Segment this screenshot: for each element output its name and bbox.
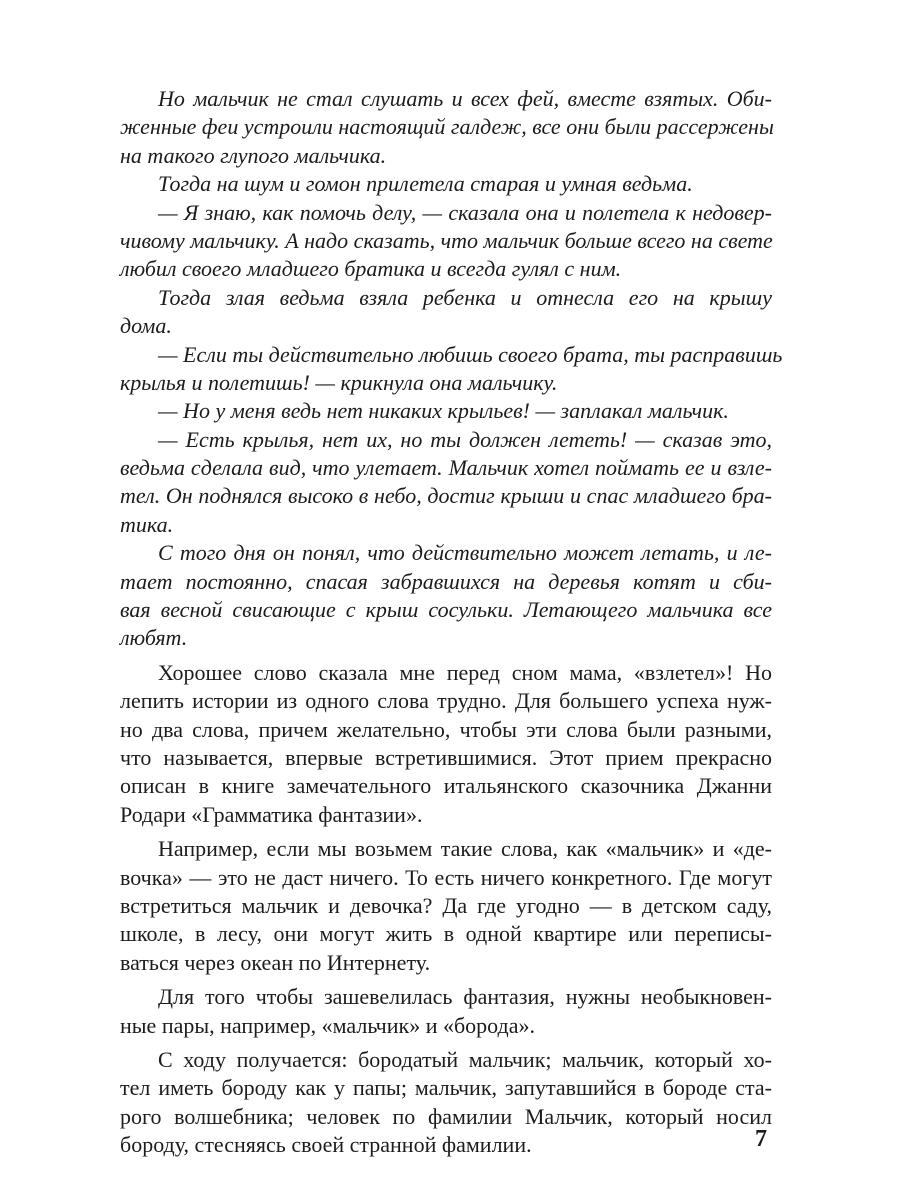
text-line: лепить истории из одного слова трудно. Для большего успеха нуж- <box>120 688 772 714</box>
text-line: Например, если мы возьмем такие слова, как «мальчик» и «де- <box>158 836 772 862</box>
text-line: С того дня он понял, что действительно может летать, и ле- <box>158 540 772 566</box>
text-line: ные пары, например, «мальчик» и «борода». <box>120 1012 536 1038</box>
text-line: Для того чтобы зашевелилась фантазия, нужны необыкновен- <box>158 984 772 1010</box>
text-line: Тогда на шум и гомон прилетела старая и умная ведьма. <box>158 171 693 197</box>
text-line: Но мальчик не стал слушать и всех фей, вместе взятых. Оби- <box>158 86 772 111</box>
text-line: вочка» — это не даст ничего. То есть ничего конкретного. Где могут <box>120 864 772 890</box>
text-line: — Я знаю, как помочь делу, — сказала она и полетела к недовер- <box>158 199 772 225</box>
text-line: тел. Он поднялся высоко в небо, достиг крыши и спас младшего бра- <box>120 483 772 509</box>
text-line: описан в книге замечательного итальянского сказочника Джанни <box>120 773 772 799</box>
text-line: чивому мальчику. А надо сказать, что мальчик больше всего на свете <box>120 227 773 253</box>
text-line: бороду, стесняясь своей странной фамилии. <box>120 1132 532 1158</box>
text-line: тика. <box>120 511 174 537</box>
text-line: что называется, впервые встретившимися. Этот прием прекрасно <box>120 744 772 770</box>
text-line: школе, в лесу, они могут жить в одной квартире или переписы- <box>120 921 772 947</box>
text-line: ваться через океан по Интернету. <box>120 949 431 975</box>
text-line: С ходу получается: бородатый мальчик; мальчик, который хо- <box>158 1046 772 1072</box>
text-line: дома. <box>120 313 172 339</box>
text-line: вая весной свисающие с крыш сосульки. Летающего мальчика все <box>120 597 772 623</box>
text-line: любят. <box>120 625 188 651</box>
text-line: но два слова, причем желательно, чтобы эти слова были разными, <box>120 716 772 742</box>
text-line: любил своего младшего братика и всегда гулял с ним. <box>120 256 622 282</box>
text-line: на такого глупого мальчика. <box>120 142 387 168</box>
text-line: женные феи устроили настоящий галдеж, все они были рассержены <box>120 114 774 140</box>
text-line: Хорошее слово сказала мне перед сном мама, «взлетел»! Но <box>158 659 772 685</box>
text-line: тает постоянно, спасая забравшихся на деревья котят и сби- <box>120 568 772 594</box>
page-number: 7 <box>755 1126 767 1152</box>
text-line: — Есть крылья, нет их, но ты должен лететь! — сказав это, <box>158 426 772 452</box>
text-line: рого волшебника; человек по фамилии Мальчик, который носил <box>120 1103 772 1129</box>
text-line: Тогда злая ведьма взяла ребенка и отнесла его на крышу <box>158 284 772 310</box>
text-line: — Но у меня ведь нет никаких крыльев! — заплакал мальчик. <box>158 398 729 424</box>
text-line: встретиться мальчик и девочка? Да где угодно — в детском саду, <box>120 892 772 918</box>
text-line: крылья и полетишь! — крикнула она мальчику. <box>120 369 558 395</box>
page-text <box>120 85 783 1159</box>
text-line: тел иметь бороду как у папы; мальчик, запутавшийся в бороде ста- <box>120 1075 772 1101</box>
text-line: ведьма сделала вид, что улетает. Мальчик хотел поймать ее и взле- <box>120 455 772 481</box>
text-line: — Если ты действительно любишь своего брата, ты расправишь <box>158 341 783 367</box>
text-line: Родари «Грамматика фантазии». <box>120 801 423 827</box>
